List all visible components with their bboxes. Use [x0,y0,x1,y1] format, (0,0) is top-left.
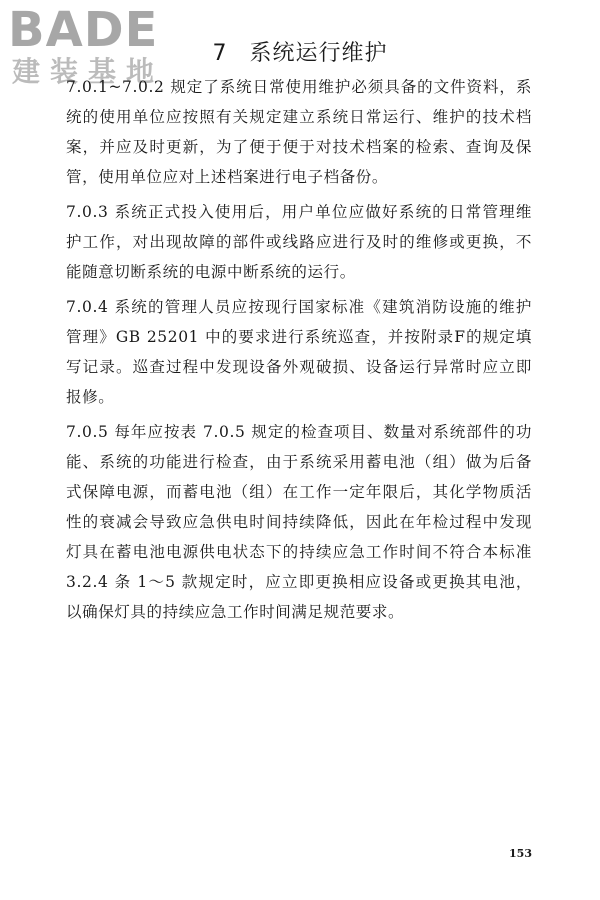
chapter-heading [0,36,600,67]
body-text [66,72,532,632]
watermark-brand: BADE [8,2,159,58]
page-number: 153 [509,847,532,860]
chapter-title: 系统运行维护 [249,41,388,66]
paragraph-7-0-5: 7.0.5 每年应按表 7.0.5 规定的检查项目、数量对系统部件的功能、系统的功能进行检查，由于系统采用蓄电池（组）做为后备式保障电源，而蓄电池（组）在工作一定年限后，其化学物质活性的衰减会导致应急供电时间持续降低，因此在年检过程中发现灯具在蓄电池电源供电状态下的持续应急工作时间不符合本标准 3.2.4 条 1～5 款规定时，应立即更换相应设备或更换其电池，以确保灯具的持续应急工作时间满足规范要求。 [66,423,532,621]
watermark-subtitle: 建装基地 [12,55,165,88]
paragraph-7-0-4: 7.0.4 系统的管理人员应按现行国家标准《建筑消防设施的维护管理》GB 25201 中的要求进行系统巡查，并按附录F的规定填写记录。巡查过程中发现设备外观破损、设备运行异常时应立即报修。 [66,298,532,406]
paragraph-7-0-3: 7.0.3 系统正式投入使用后，用户单位应做好系统的日常管理维护工作，对出现故障的部件或线路应进行及时的维修或更换，不能随意切断系统的电源中断系统的运行。 [66,203,532,281]
chapter-number: 7 [212,41,228,66]
paragraph-7-0-1: 7.0.1~7.0.2 规定了系统日常使用维护必须具备的文件资料，系统的使用单位应按照有关规定建立系统日常运行、维护的技术档案，并应及时更新，为了便于便于对技术档案的检索、查询及保管，使用单位应对上述档案进行电子档备份。 [66,78,532,186]
